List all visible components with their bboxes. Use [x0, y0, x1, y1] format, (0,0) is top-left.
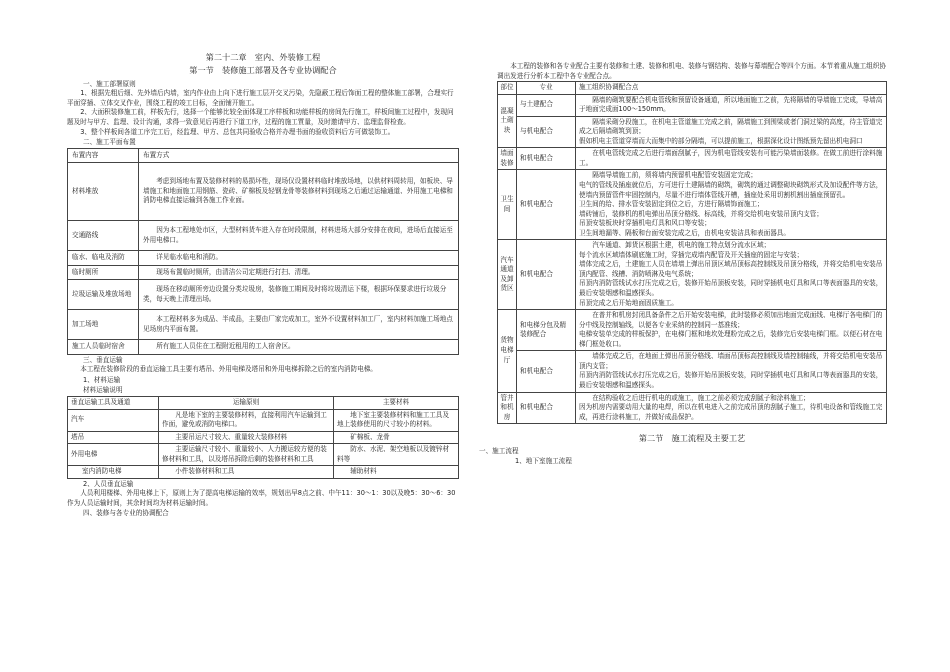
table-header-cell: 垂直运输工具及通道 [68, 396, 159, 409]
table-row [498, 310, 887, 351]
table-row [498, 351, 887, 392]
table-cell: 外用电梯 [68, 444, 159, 466]
table-header-cell: 运输原则 [159, 396, 334, 409]
table-header-cell: 主要材料 [334, 396, 459, 409]
part-cell: 货物电梯厅 [498, 310, 517, 392]
table-caption: 材料运输说明 [83, 386, 123, 395]
coordination-point-cell: 隔墙采砌分段施工，在机电主管道施工完成之前，隔墙施工到围梁或者门洞过梁的高度，待主管道完成之后隔墙砌筑到顶； 假如机电主管道穿墙而大而集中的部分隔墙，可以提前施工，根据深化设计图纸预先留出机电洞口 [576, 116, 887, 148]
table-cell: 详见临水临电和消防。 [139, 251, 459, 266]
discipline-cell: 和电梯分包及精装修配合 [517, 310, 576, 351]
table-row [498, 240, 887, 310]
section-2-title: 第二节 施工流程及主要工艺 [638, 433, 746, 444]
table-cell: 本工程材料多为成品、半成品，主要由厂家完成加工，室外不设置材料加工厂，室内材料加施工场地点见场房内平面布置。 [139, 310, 459, 340]
part-cell: 墙面装修 [498, 148, 517, 170]
table-header-row [68, 148, 459, 163]
chapter-title: 第二十二章 室内、外装修工程 [205, 52, 321, 62]
table-cell: 室内消防电梯 [68, 466, 159, 479]
material-transport-table [67, 396, 459, 479]
table-row [68, 163, 459, 221]
part-cell: 卫生间 [498, 170, 517, 240]
table-row [498, 116, 887, 148]
heading-deploy-principles: 一、施工部署原则 [83, 79, 136, 88]
table-row [68, 431, 459, 444]
table-cell: 现场在移动厕所旁边设置分类垃圾房，装修施工期间及时将垃圾清运下楼，根据环保要求进行垃圾分类，每天晚上清理出场。 [139, 280, 459, 310]
table-row [68, 466, 459, 479]
table-cell: 临时厕所 [68, 265, 139, 280]
coordination-point-cell: 隔墙导墙施工前，须将墙内预留机电配管安装固定完成； 电气的管线及插座就位后，方可进行土建隔墙的砌筑，砌筑的通过调整砌块砌筑形式及加设配件等方法，使墙内预留管件牢固控制内，尽量不进行墙体管线开槽，插座处采用切割机割出插座预留孔。 卫生间的给、排水管安装固定到位之后，方进行隔墙饰面施工； 墙砖铺后，装修机的机电弹出吊顶分格线、标高线，并将交给机电安装吊顶内支管； 吊顶安装板块时穿插机电灯具和风口等安装； 卫生间地漏等、隔板和台面安装完成之后，由机电安装洁具和表面器具。 [576, 170, 887, 240]
table-header-cell: 布置内容 [68, 148, 139, 163]
discipline-cell: 和机电配合 [517, 351, 576, 392]
table-cell: 汽车 [68, 409, 159, 431]
coordination-point-cell: 汽车通道、卸货区根据土建，机电的施工特点划分流水区域； 每个流水区域墙体刷底施工时，穿插完成墙内配管及开关插座的固定与安装； 墙体完成之后，土建施工人员在墙墙上弹出吊顶区域吊顶标高控制线及吊顶分格线，并将交给机电安装吊顶内配管、线槽、消防喷淋及电气系统； 吊顶内消防管线试水打压完成之后，装修开始吊顶板安装，同时穿插机电灯具和风口等表面器具的安装，最后安装烟感和温感探头。 吊顶完成之后开始地面固质施工。 [576, 240, 887, 310]
heading-coordination: 四、装修与各专业的协调配合 [83, 509, 169, 518]
paragraph: 本工程在装修阶段的垂直运输工具主要有塔吊、外用电梯及塔吊和外用电梯拆除之后的室内消防电梯。 [80, 365, 377, 374]
table-row [68, 444, 459, 466]
table-header-cell: 施工组织协调配合点 [576, 82, 887, 95]
table-cell: 因为本工程地处市区，大型材料货车进入存在时段限制，材料进场大部分安排在夜间，进场后直接运至外用电梯口。 [139, 221, 459, 251]
part-cell: 混凝土砌块 [498, 94, 517, 148]
table-cell: 防水、水泥、架空地板以及镀锌材料等 [334, 444, 459, 466]
table-row [68, 280, 459, 310]
table-row [68, 265, 459, 280]
table-cell: 地下室主要装修材料和施工工具及地上装修使用的尺寸较小的材料。 [334, 409, 459, 431]
part-cell: 管井和机房 [498, 392, 517, 424]
table-row [68, 409, 459, 431]
discipline-cell: 和机电配合 [517, 392, 576, 424]
right-column [479, 62, 887, 466]
paragraph: 1、根据先粗后细、先外墙后内墙，室内作业由上向下进行施工层开交叉污染，先隐蔽工程后饰面工程的整体施工部署，合理实行平面穿插、立体交叉作业，围绕工程的竣工目标，全面铺开施工。 [67, 89, 454, 107]
discipline-cell: 与机电配合 [517, 116, 576, 148]
section-title: 第一节 装修施工部署及各专业协调配合 [189, 64, 337, 75]
paragraph: 2、大面积装修施工前，样板先行，选择一个能够比较全面体现工序样板和功能样板的房间先行施工，样板间施工过程中，发现问题及时与甲方、监理、设计沟通，求得一致意见后再进行下道工序，过程的施工質量，及时邀请甲方、监理监督检查。 [67, 108, 454, 126]
table-row [498, 392, 887, 424]
site-layout-table [67, 148, 459, 355]
table-header-row [68, 396, 459, 409]
discipline-cell: 和机电配合 [517, 240, 576, 310]
table-row [498, 148, 887, 170]
table-cell: 现场布置临时厕所，由清洁公司定期进行打扫、清理。 [139, 265, 459, 280]
left-column [67, 52, 459, 519]
heading-site-layout: 二、施工平面布置 [83, 138, 136, 147]
table-header-cell: 布置方式 [139, 148, 459, 163]
coordination-point-cell: 隔墙的砌筑要配合机电管线和预留设备通道，所以地面施工之前，先将隔墙的导墙施工完成，导墙高于地面完成面100～150mm。 [576, 94, 887, 116]
paragraph: 本工程的装修和各专业配合主要有装修和土建、装修和机电、装修与钢结构、装修与幕墙配合等四个方面。本节着重从施工组织协调出发进行分析本工程中各专业配合点。 [497, 62, 887, 80]
coordination-point-cell: 在普并和机房封闭具备条件之后开始安装电梯，此时装修必须加出地面完成面线、电梯厅各电梯门的分中线及控制轴线，以便各专业采纳的控制同一基准线； 电梯安装单完成的样板保护，在电梯门框和地坎处理粉完成之后，装修完后安装电梯门框。以便石材在电梯门框处收口。 [576, 310, 887, 351]
table-cell: 主要吊运尺寸较大、重量较大装修材料 [159, 431, 334, 444]
discipline-cell: 和机电配合 [517, 170, 576, 240]
table-cell: 塔吊 [68, 431, 159, 444]
discipline-cell: 与土建配合 [517, 94, 576, 116]
coordination-point-cell: 在机电管线完成之后进行墙面刮腻子，因为机电管线安装有可能污染墙面装修。在做工前进行涂料施工。 [576, 148, 887, 170]
table-row [498, 170, 887, 240]
table-row [498, 94, 887, 116]
coordination-table [497, 81, 887, 424]
table-cell: 矿棉板、龙骨 [334, 431, 459, 444]
table-cell: 材料堆放 [68, 163, 139, 221]
discipline-cell: 和机电配合 [517, 148, 576, 170]
table-cell: 凡是地下室的主要装修材料，直接利用汽车运输到工作面，避免或消防电梯口。 [159, 409, 334, 431]
table-header-cell: 专业 [517, 82, 576, 95]
table-cell: 交通路线 [68, 221, 139, 251]
table-cell: 辅助材料 [334, 466, 459, 479]
subheading-material-transport: 1、材料运输 [83, 375, 121, 384]
table-cell: 主要运输尺寸较小、重量较小、人力搬运较方便的装修材料和工具，以及塔吊拆除后剩的装修材料和工具 [159, 444, 334, 466]
subheading-basement-process: 1、地下室施工流程 [515, 456, 572, 465]
table-cell: 考虑到场地布置及装修材料的易损坏性，现场仅设置材料临时堆放场地，以供材料周转用，如板块、导墙施工和地面施工用钢筋、瓷砖、矿棉板及轻钢龙骨等装修材料到现场之后通过运输通道、外用施工电梯和消防电梯直接运输到各施工作业面。 [139, 163, 459, 221]
part-cell: 汽车通道及卸货区 [498, 240, 517, 310]
table-row [68, 310, 459, 340]
table-cell: 小件装修材料和工具 [159, 466, 334, 479]
table-header-cell: 部位 [498, 82, 517, 95]
table-header-row [498, 82, 887, 95]
heading-vertical-transport: 三、垂直运输 [83, 355, 123, 364]
table-cell: 所有施工人员住在工程附近租用的工人宿舍区。 [139, 340, 459, 355]
subheading-personnel-transport: 2、人员垂直运输 [83, 479, 134, 488]
coordination-point-cell: 墙体完成之后，在地面上弹出吊顶分格线、墙面吊顶标高控制线及墙控制轴线，并将交给机电安装吊顶内支管； 吊顶内消防管线试水打压完成之后，装修开始吊顶板安装，同时穿插机电灯具和风口等表面器具的安装，最后安装烟感和温感探头。 [576, 351, 887, 392]
table-row [68, 221, 459, 251]
heading-process: 一、施工流程 [479, 447, 519, 456]
table-row [68, 340, 459, 355]
table-cell: 垃圾运输及堆放场地 [68, 280, 139, 310]
paragraph: 人员利用楼梯、外用电梯上下，原则上为了提高电梯运输的效率，规划出早8点之前、中午11：30～1：30以及晚5：30～6：30作为人员运输时间，其余时间均为材料运输时间。 [67, 489, 456, 507]
table-row [68, 251, 459, 266]
coordination-point-cell: 在结构验收之后进行机电的或施工，施工之前必须完成刮腻子和涂料施工； 因为机房内需要动用大量的电焊，所以在机电进入之前完成吊顶的刮腻子施工，待机电设备和管线施工完成，再进行涂料施工，并做好成品保护。 [576, 392, 887, 424]
table-cell: 加工场地 [68, 310, 139, 340]
table-cell: 临水、临电及消防 [68, 251, 139, 266]
table-cell: 施工人员临时宿舍 [68, 340, 139, 355]
paragraph: 3、整个样板间各道工序完工后，经监理、甲方、总包共同验收合格并办理书面的验收资料后方可做装饰工。 [80, 127, 395, 136]
